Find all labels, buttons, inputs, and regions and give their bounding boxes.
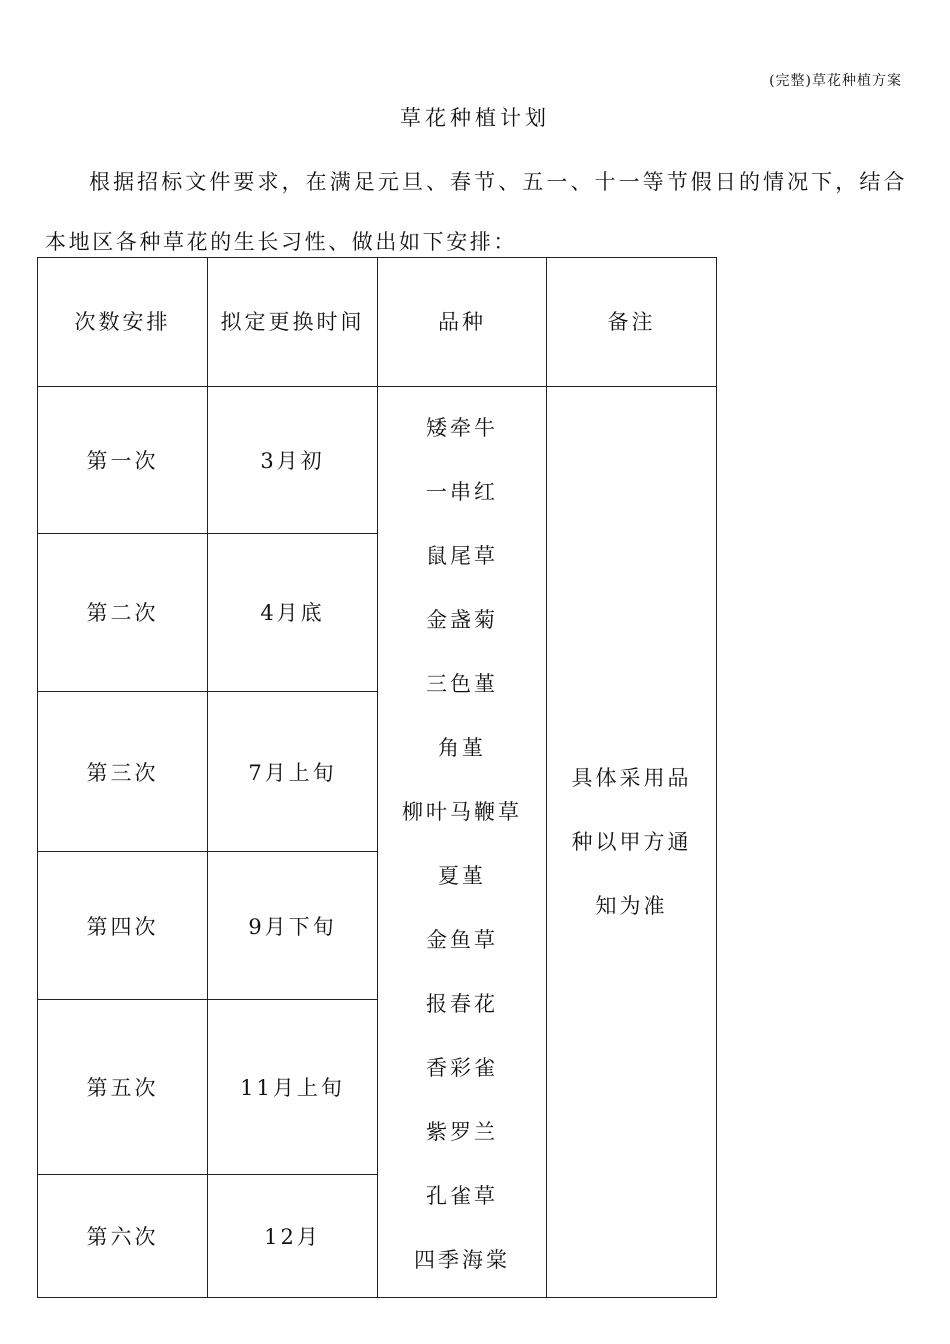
variety-item: 四季海棠 bbox=[414, 1248, 510, 1272]
variety-item: 孔雀草 bbox=[426, 1184, 498, 1208]
variety-item: 柳叶马鞭草 bbox=[402, 800, 522, 824]
order-cell: 第二次 bbox=[38, 533, 208, 691]
running-header: (完整)草花种植方案 bbox=[769, 73, 902, 89]
variety-item: 金盏菊 bbox=[426, 608, 498, 632]
document-title: 草花种植计划 bbox=[400, 106, 550, 130]
order-cell: 第四次 bbox=[38, 852, 208, 1000]
variety-item: 矮牵牛 bbox=[426, 416, 498, 440]
variety-item: 一串红 bbox=[426, 480, 498, 504]
table-row bbox=[38, 387, 717, 534]
intro-paragraph: 根据招标文件要求，在满足元旦、春节、五一、十一等节假日的情况下，结合本地区各种草花的生长习性、做出如下安排： bbox=[45, 170, 907, 254]
variety-item: 金鱼草 bbox=[426, 928, 498, 952]
order-cell: 第六次 bbox=[38, 1175, 208, 1298]
variety-item: 报春花 bbox=[426, 992, 498, 1016]
time-cell: 11月上旬 bbox=[208, 1000, 378, 1175]
time-cell: 7月上旬 bbox=[208, 691, 378, 851]
header-order: 次数安排 bbox=[38, 258, 208, 387]
note-cell: 具体采用品种以甲方通知为准 bbox=[547, 387, 717, 1298]
header-variety: 品种 bbox=[378, 258, 547, 387]
time-cell: 4月底 bbox=[208, 533, 378, 691]
variety-item: 香彩雀 bbox=[426, 1056, 498, 1080]
variety-item: 三色堇 bbox=[426, 672, 498, 696]
variety-item: 紫罗兰 bbox=[426, 1120, 498, 1144]
planting-schedule-table bbox=[37, 257, 717, 1298]
header-note: 备注 bbox=[547, 258, 717, 387]
header-time: 拟定更换时间 bbox=[208, 258, 378, 387]
time-cell: 12月 bbox=[208, 1175, 378, 1298]
table-header-row bbox=[38, 258, 717, 387]
time-cell: 9月下旬 bbox=[208, 852, 378, 1000]
order-cell: 第五次 bbox=[38, 1000, 208, 1175]
variety-item: 夏堇 bbox=[438, 864, 486, 888]
varieties-cell bbox=[378, 387, 547, 1298]
order-cell: 第三次 bbox=[38, 691, 208, 851]
time-cell: 3月初 bbox=[208, 387, 378, 534]
variety-item: 鼠尾草 bbox=[426, 544, 498, 568]
order-cell: 第一次 bbox=[38, 387, 208, 534]
variety-item: 角堇 bbox=[438, 736, 486, 760]
